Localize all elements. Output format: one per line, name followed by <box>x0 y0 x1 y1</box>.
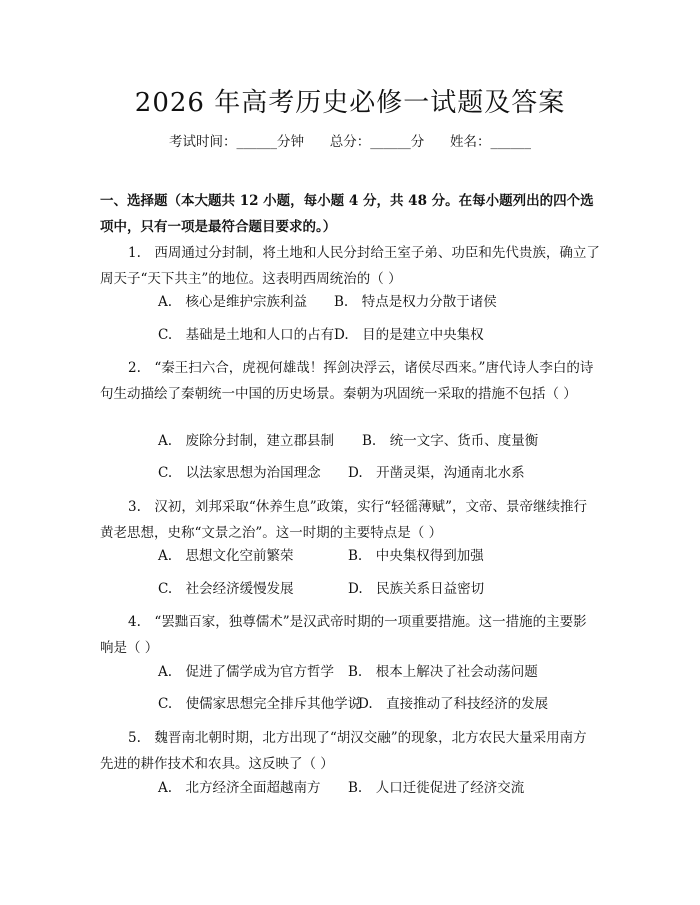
option-d: D. 民族关系日益密切 <box>348 581 485 597</box>
option-a: A. 核心是维护宗族利益 <box>158 294 308 310</box>
option-a: A. 促进了儒学成为官方哲学 <box>158 664 335 680</box>
option-d: D. 开凿灵渠，沟通南北水系 <box>348 465 525 481</box>
question-1: 1. 西周通过分封制，将土地和人民分封给王室子弟、功臣和先代贵族，确立了周天子“天下共主”的地位。这表明西周统治的（ ） <box>100 245 600 287</box>
option-a: A. 废除分封制，建立郡县制 <box>158 433 335 449</box>
option-c: C. 社会经济缓慢发展 <box>158 581 294 597</box>
option-c: C. 基础是土地和人口的占有 <box>158 327 335 343</box>
option-d: D. 目的是建立中央集权 <box>334 327 484 343</box>
exam-info-line: 考试时间：______分钟 总分：______分 姓名：______ <box>169 134 531 150</box>
option-a: A. 北方经济全面超越南方 <box>158 780 321 796</box>
option-b: B. 特点是权力分散于诸侯 <box>334 294 497 310</box>
option-b: B. 根本上解决了社会动荡问题 <box>348 664 538 680</box>
option-c: C. 使儒家思想完全排斥其他学说 <box>158 696 362 712</box>
question-2: 2. “秦王扫六合，虎视何雄哉！挥剑决浮云，诸侯尽西来。”唐代诗人李白的诗句生动描绘了秦朝统一中国的历史场景。秦朝为巩固统一采取的措施不包括（ ） <box>100 360 594 402</box>
option-b: B. 统一文字、货币、度量衡 <box>362 433 539 449</box>
option-b: B. 中央集权得到加强 <box>348 548 484 564</box>
option-d: D. 直接推动了科技经济的发展 <box>358 696 549 712</box>
question-3: 3. 汉初，刘邦采取“休养生息”政策，实行“轻徭薄赋”，文帝、景帝继续推行黄老思想，史称“文景之治”。这一时期的主要特点是（ ） <box>100 499 587 541</box>
option-c: C. 以法家思想为治国理念 <box>158 465 321 481</box>
option-b: B. 人口迁徙促进了经济交流 <box>348 780 525 796</box>
section-heading: 一、选择题（本大题共 12 小题，每小题 4 分，共 48 分。在每小题列出的四个选项中，只有一项是最符合题目要求的。） <box>100 193 594 235</box>
question-4: 4. “罢黜百家，独尊儒术”是汉武帝时期的一项重要措施。这一措施的主要影响是（ ） <box>100 614 587 656</box>
page-title: 2026 年高考历史必修一试题及答案 <box>134 88 566 118</box>
option-a: A. 思想文化空前繁荣 <box>158 548 294 564</box>
question-5: 5. 魏晋南北朝时期，北方出现了“胡汉交融”的现象，北方农民大量采用南方先进的耕作技术和农具。这反映了（ ） <box>100 730 587 772</box>
